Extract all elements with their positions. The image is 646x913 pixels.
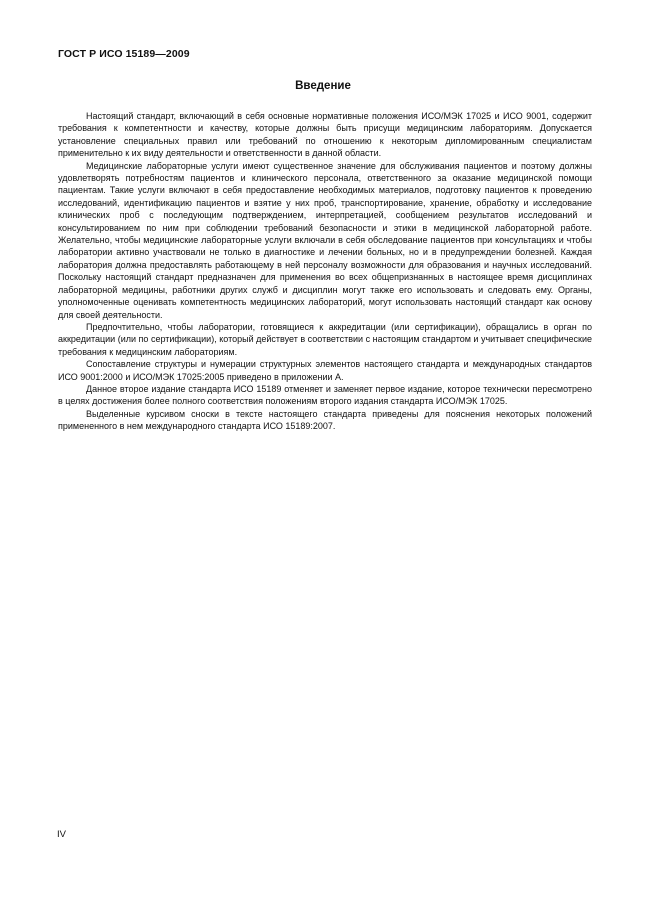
document-body	[58, 110, 592, 433]
paragraph: Выделенные курсивом сноски в тексте настоящего стандарта приведены для пояснения некоторых положений примененного в нем международного стандарта ИСО 15189:2007.	[58, 408, 592, 432]
paragraph: Предпочтительно, чтобы лаборатории, готовящиеся к аккредитации (или сертификации), обращались в орган по аккредитации (или по сертификации), который действует в соответствии с настоящим стандартом и учитывает специфические требования к медицинским лабораториям.	[58, 321, 592, 357]
paragraph: Сопоставление структуры и нумерации структурных элементов настоящего стандарта и международных стандартов ИСО 9001:2000 и ИСО/МЭК 17025:2005 приведено в приложении А.	[58, 359, 592, 382]
page-number: IV	[57, 829, 66, 840]
section-title: Введение	[295, 80, 351, 92]
document-header: ГОСТ Р ИСО 15189—2009	[58, 48, 190, 60]
paragraph: Медицинские лабораторные услуги имеют существенное значение для обслуживания пациентов и поэтому должны удовлетворять потребностям пациентов и клинического персонала, ответственного за оказание медицинской помощи пациентам. Такие услуги включают в себя предоставление необходимых материалов, подготовку пациентов к проведению исследований, идентификацию пациентов и взятие у них проб, транспортирование, хранение, обработку и исследование клинических проб с последующим подтверждением, интерпретацией, сообщением результатов исследований и консультированием по ним при соблюдении требований безопасности и этики в медицинской лабораторной работе. Желательно, чтобы медицинские лабораторные услуги включали в себя обследование пациентов при консультациях и чтобы лаборатории активно участвовали не только в диагностике и лечении больных, но и в предупреждении болезней. Каждая лаборатория должна предоставлять работающему в ней персоналу возможности для образования и научных исследований. Поскольку настоящий стандарт предназначен для применения во всех общепризнанных в настоящее время дисциплинах лабораторной медицины, работники других служб и дисциплин могут также его использовать и следовать ему. Органы, уполномоченные оценивать компетентность медицинских лабораторий, могут использовать настоящий стандарт как основу для своей деятельности.	[58, 160, 592, 320]
paragraph: Настоящий стандарт, включающий в себя основные нормативные положения ИСО/МЭК 17025 и ИСО 9001, содержит требования к компетентности и качеству, которые должны быть присущи медицинским лабораториям. Допускается установление специальных правил или требований по отношению к некоторым дипломированным специалистам применительно к их виду деятельности и ответственности в данной области.	[58, 111, 592, 159]
paragraph: Данное второе издание стандарта ИСО 15189 отменяет и заменяет первое издание, которое технически пересмотрено в целях достижения более полного соответствия положениям второго издания стандарта ИСО/МЭК 17025.	[58, 383, 592, 407]
